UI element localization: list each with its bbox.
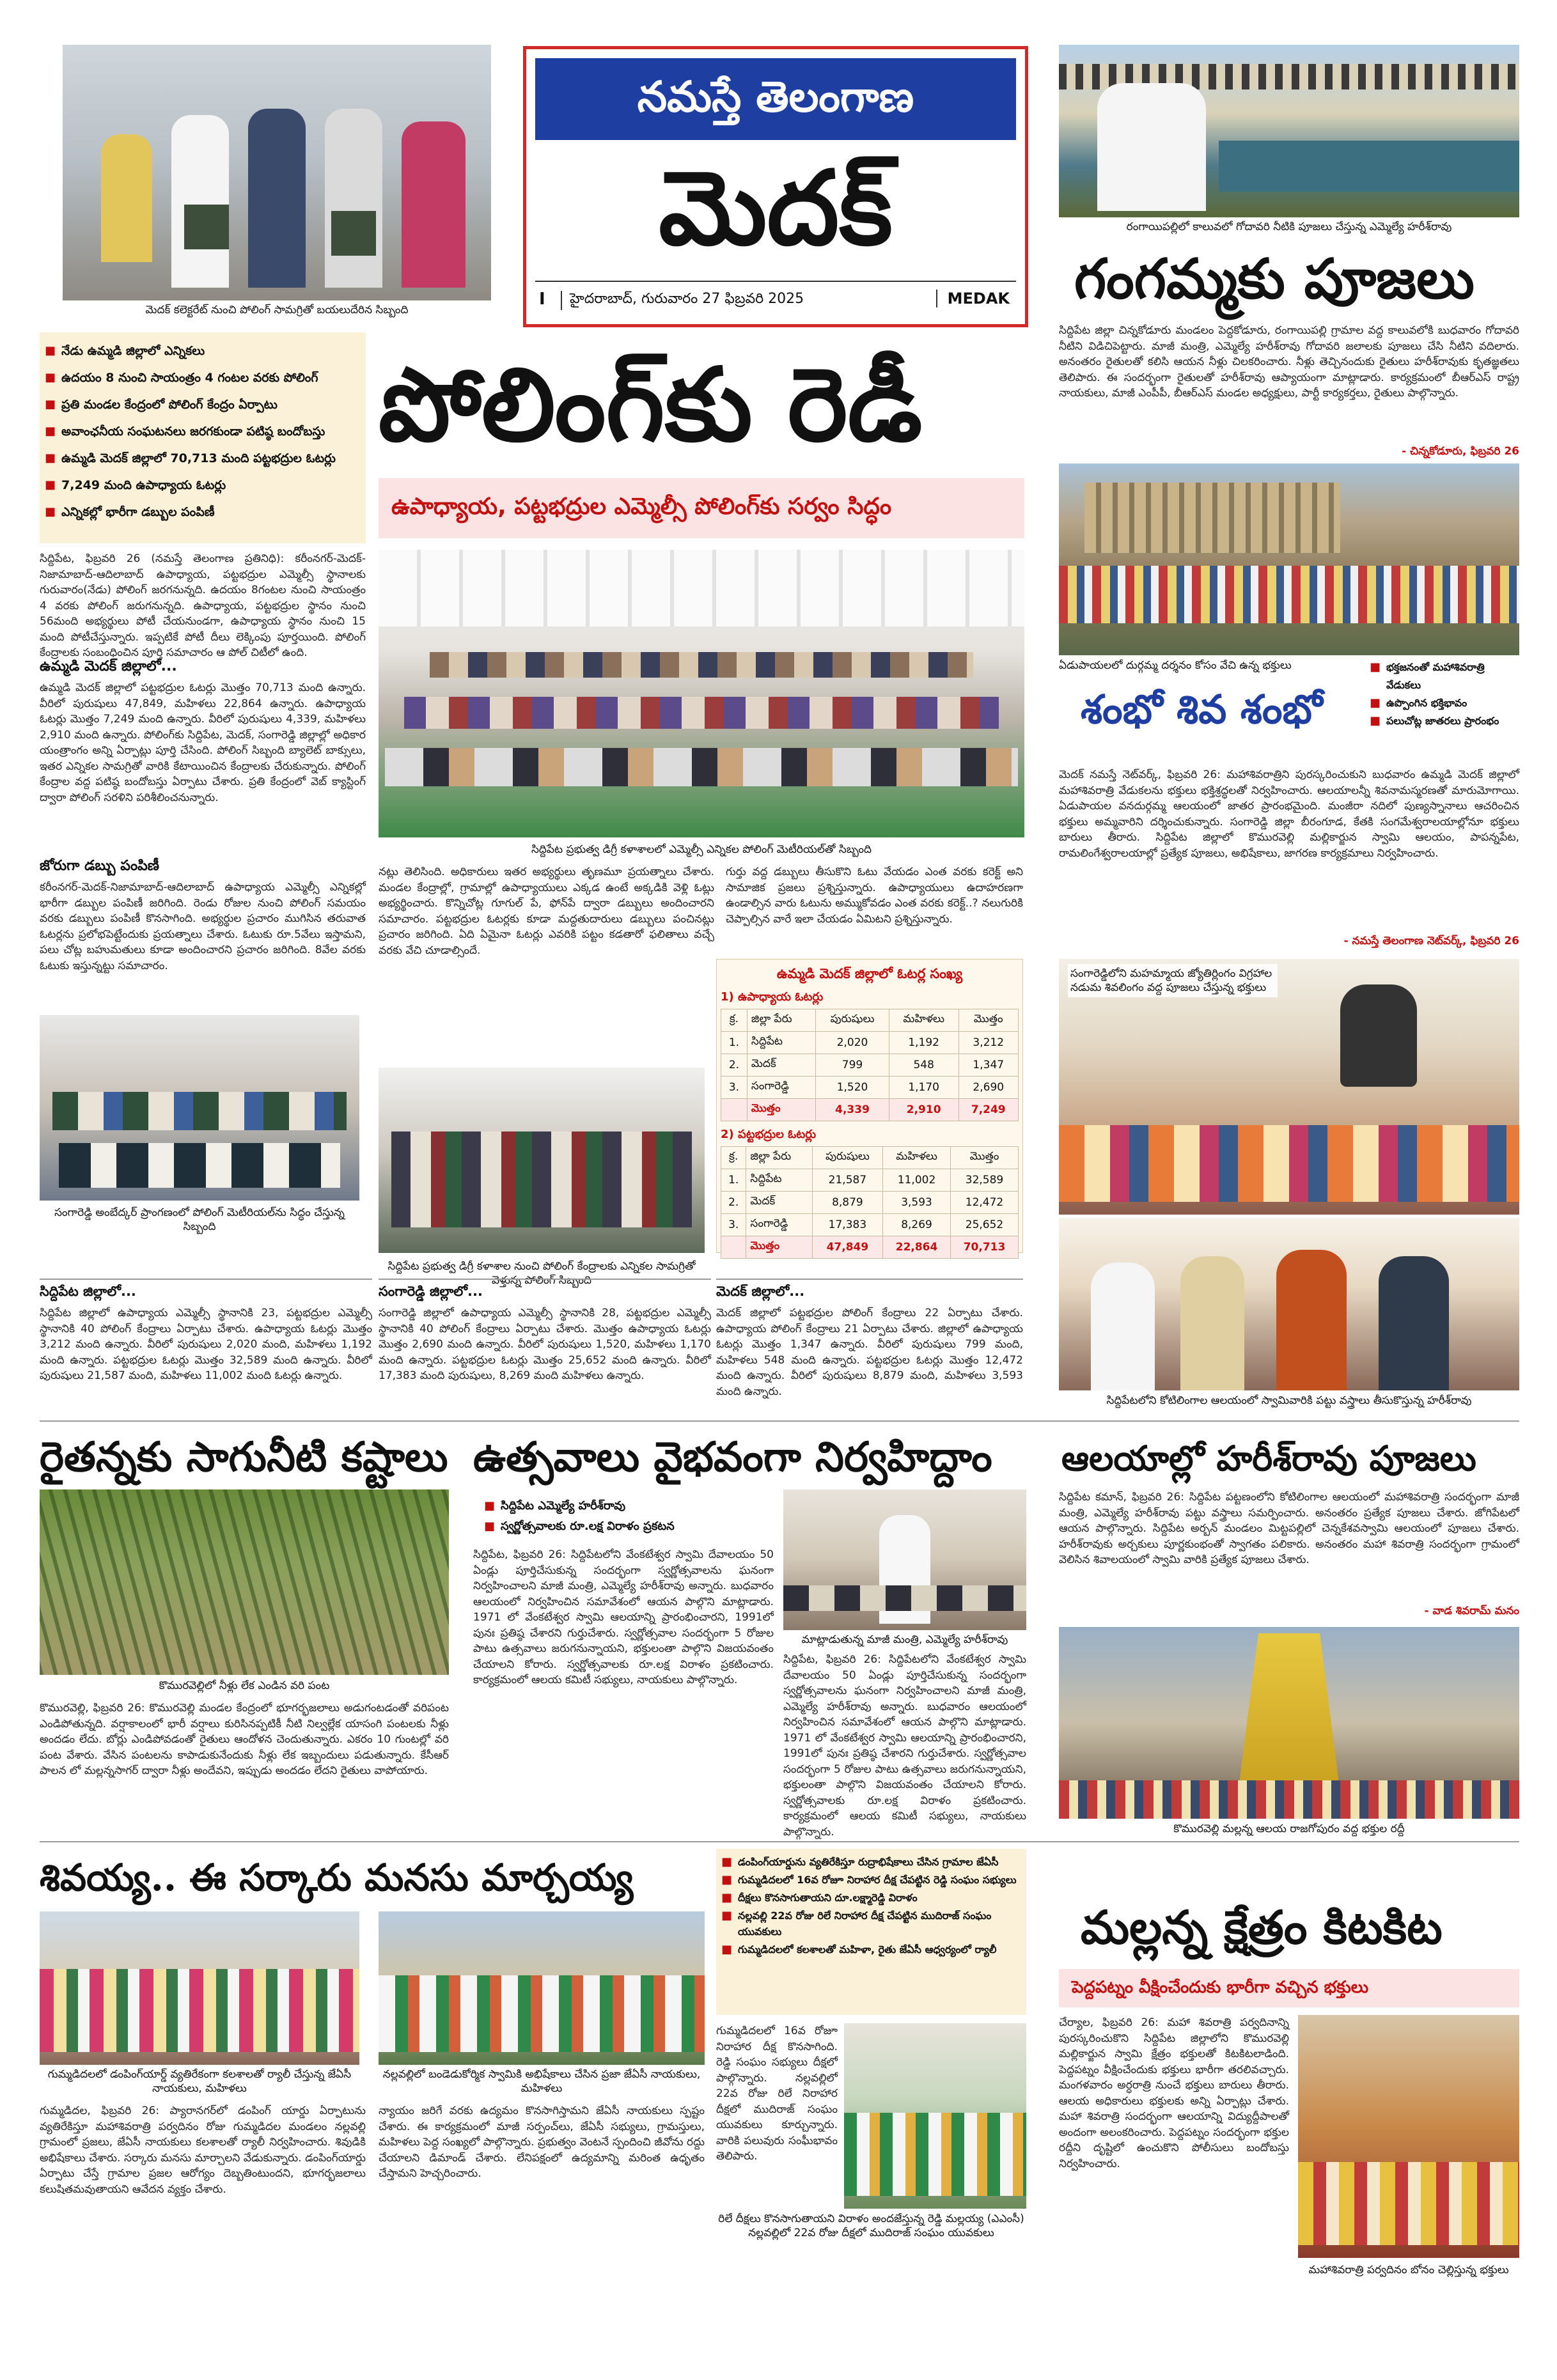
section-title: జోరుగా డబ్బు పంపిణీ: [40, 858, 159, 874]
photo-komuravelli-gopuram: [1059, 1627, 1519, 1819]
page-number: I: [539, 290, 545, 309]
shambho-point: ■ భక్తజనంతో మహాశివరాత్రి వేడుకలు: [1368, 658, 1519, 694]
district-body: సిద్దిపేట జిల్లాలో ఉపాధ్యాయ ఎమ్మెల్సీ స్థానానికి 23, పట్టభద్రుల ఎమ్మెల్సీ స్థానానికి 40 పోలింగ్ కేంద్రాలు ఏర్పాటు చేశారు. ఉపాధ్యాయ ఓటర్లు మొత్తం 3,212 మంది ఉన్నారు. వీరిలో పురుషులు 2,020 మంది, మహిళలు 1,192 మంది ఉన్నారు. పట్టభద్రుల ఓటర్లు మొత్తం 32,589 మంది ఉన్నారు. వీరిలో పురుషులు 21,587 మంది, మహిళలు 11,002 మంది ఓటర్లు ఉన్నారు.: [40, 1307, 372, 1382]
farmer-headline: రైతన్నకు సాగునీటి కష్టాలు: [40, 1433, 448, 1481]
graduate-voters-label: 2) పట్టభద్రుల ఓటర్లు: [721, 1128, 817, 1141]
festival-body-continued: సిద్దిపేట, ఫిబ్రవరి 26: సిద్దిపేటలోని వేంకటేశ్వర స్వామి దేవాలయం 50 ఏండ్లు పూర్తిచేసుకున్న సందర్భంగా స్వర్ణోత్సవాలను ఘనంగా నిర్వహించాలని మాజీ మంత్రి, ఎమ్మెల్యే హరీశ్‌రావు అన్నారు. బుధవారం ఆలయంలో నిర్వహించిన సమావేశంలో ఆయన పాల్గొని మాట్లాడారు. 1971 లో వేంకటేశ్వర స్వామి ఆలయాన్ని ప్రారంభించారని, 1991లో పునః ప్రతిష్ఠ చేశారని గుర్తుచేశారు. స్వర్ణోత్సవాల సందర్భంగా 5 రోజుల పాటు ఉత్సవాలు జరుగనున్నాయని, భక్తులంతా పాల్గొని విజయవంతం చేయాలని కోరారు. స్వర్ణోత్సవాలకు రూ.లక్ష విరాళం ప్రకటించారు. కార్యక్రమంలో ఆలయ కమిటీ సభ్యులు, నాయకులు పాల్గొన్నారు.: [783, 1653, 1026, 1839]
table-header: జిల్లా పేరు: [747, 1009, 815, 1032]
masthead: [523, 46, 1028, 327]
lead-subhead-box: [379, 478, 1024, 538]
cell: 17,383: [812, 1214, 882, 1236]
photo-caption: ఏడుపాయలలో దుర్గమ్మ దర్శనం కోసం వేచి ఉన్న భక్తులు: [1059, 659, 1292, 672]
festival-points-list: [483, 1496, 790, 1537]
table-row: [721, 1169, 1019, 1192]
table-header: పురుషులు: [816, 1009, 889, 1032]
lead-subhead: ఉపాధ్యాయ, పట్టభద్రుల ఎమ్మెల్సీ పోలింగ్‌కు సర్వం సిద్ధం: [391, 494, 892, 520]
cell: 8,269: [883, 1214, 951, 1236]
cell: 2.: [721, 1192, 746, 1214]
key-points-list: [43, 338, 362, 525]
shiva-point: ■ నల్లవల్లి 22వ రోజు రిలే నిరాహార దీక్ష చేపట్టిన ముదిరాజ్ సంఘం యువకులు: [720, 1908, 1022, 1940]
district-box-medak: [716, 1279, 1023, 1419]
table-row: [721, 1192, 1019, 1214]
ganga-body: సిద్దిపేట జిల్లా చిన్నకోడూరు మండలం పెద్దకోడూరు, రంగాయిపల్లి గ్రామాల వద్ద కాలువలోకి బుధవారం గోదావరి నీటిని విడిచిపెట్టారు. మాజీ మంత్రి, ఎమ్మెల్యే హరీశ్‌రావు గోదావరి జలాలకు పూజలు చేసి నీటిని వదిలారు. అనంతరం రైతులతో కలిసి ఆయన నీళ్లు చిలకరించారు. నీళ్లు తెచ్చినందుకు రైతులు హరీశ్‌రావుకు కృతజ్ఞతలు తెలిపారు. ఈ సందర్భంగా రైతులతో హరీశ్‌రావు ఆప్యాయంగా మాట్లాడారు. కార్యక్రమంలో బీఆర్ఎస్ రాష్ట్ర నాయకులు, మాజీ ఎంపీపీ, బీఆర్ఎస్ మండల అధ్యక్షులు, పార్టీ కార్యకర్తలు, రైతులు పాల్గొన్నారు.: [1059, 324, 1519, 400]
table-header: మహిళలు: [883, 1147, 951, 1169]
shiva-point: ■ డంపింగ్‌యార్డును వ్యతిరేకిస్తూ రుద్రాభిషేకాలు చేసిన గ్రామాల జేఏసీ: [720, 1854, 1022, 1870]
teacher-voters-table: [721, 1009, 1019, 1121]
cell: [721, 1099, 747, 1121]
ganga-headline: గంగమ్మకు పూజలు: [1074, 247, 1475, 311]
mallanna-headline: మల్లన్న క్షేత్రం కిటకిట: [1081, 1900, 1443, 1954]
photo-sangareddy-shivalingam: [1059, 959, 1519, 1215]
district-title: మెదక్ జిల్లాలో...: [716, 1284, 805, 1299]
lead-body-intro: సిద్దిపేట, ఫిబ్రవరి 26 (నమస్తే తెలంగాణ ప్రతినిధి): కరీంనగర్-మెదక్-నిజామాబాద్-ఆదిలాబాద్ ఉపాధ్యాయ, పట్టభద్రుల ఎమ్మెల్సీ స్థానాలకు గురువారం(నేడు) పోలింగ్ జరగనున్నది. ఉదయం 8గంటల నుంచి సాయంత్రం 4 వరకు పోలింగ్ జరుగనున్నది. ఉపాధ్యాయ, పట్టభద్రుల స్థానం నుంచి 56మంది అభ్యర్థులు పోటీ చేయనుండగా, ఉపాధ్యాయ స్థానం నుంచి 15 మంది పోటీచేస్తున్నారు. ఇప్పటికే పోటీ దీలు లెక్కింపు పూర్తయింది. పోలింగ్ కేంద్రాలకు సంబంధించిన పూర్తి సమాచారం ఆ పోల్ చిటీలో ఉంది.: [40, 552, 366, 659]
shambho-point: ■ ఉప్పొంగిన భక్తిభావం: [1368, 694, 1519, 712]
photo-caption: మెదక్ కలెక్టరేట్ నుంచి పోలింగ్ సామగ్రితో బయలుదేరిన సిబ్బంది: [145, 304, 409, 316]
district-title: సంగారెడ్డి జిల్లాలో...: [379, 1284, 483, 1299]
photo-caption: సంగారెడ్డిలోని మహమ్మాయ జ్యోతిర్లింగం విగ్రహాల నడుమ శివలింగం వద్ద పూజలు చేస్తున్న భక్తులు: [1068, 964, 1278, 997]
cell: మొత్తం: [747, 1099, 815, 1121]
brand-name: నమస్తే తెలంగాణ: [637, 72, 914, 121]
farmer-body: కొమురవెల్లి, ఫిబ్రవరి 26: కొమురవెల్లి మండల కేంద్రంలో భూగర్భజలాలు అడుగంటడంతో వరిపంట ఎండిపోతున్నది. వర్షాకాలంలో భారీ వర్షాలు కురిసినప్పటికీ నీటి నిల్వల్లేక యాసంగి పంటలకు నీళ్లు అందడం లేదు. బోర్లు ఎండిపోవడంతో రైతులు ఆందోళన చెందుతున్నారు. ఎకరం 10 గుంటల్లో వరి పంట వేశారు. వేసిన పంటలను కాపాడుకునేందుకు నీళ్లు లేక ఇబ్బందులు పడుతున్నారు. కేసీఆర్ పాలన లో మల్లన్నసాగర్ ద్వారా నీళ్లు అందేవని, ఇప్పుడు అందడం లేదని రైతులు వాపోయారు.: [40, 1702, 449, 1777]
cell: 4,339: [816, 1099, 889, 1121]
graduate-voters-table: [721, 1146, 1019, 1259]
teacher-voters-label: 1) ఉపాధ్యాయ ఓటర్లు: [721, 990, 824, 1004]
lead-body-continued: గుర్తు వద్ద డబ్బులు తీసుకొని ఓటు వేయడం ఎంత వరకు కరెక్ట్ అని సామాజిక ప్రజలు ప్రశ్నిస్తున్నారు. ఉపాధ్యాయులు ఉదాహరణగా ఉండాల్సిన వారు ఓటును అమ్ముకోవడం ఎంత వరకు కరెక్ట్..? నలుగురికి చెప్పాల్సిన వారే ఇలా చేయడం ఏమిటని ప్రశ్నిస్తున్నారు.: [726, 866, 1023, 926]
key-point: ■ 7,249 మంది ఉపాధ్యాయ ఓటర్లు: [43, 472, 362, 499]
photo-caption: సంగారెడ్డి అంబేద్కర్ ప్రాంగణంలో పోలింగ్ మెటీరియల్‌ను సిద్ధం చేస్తున్న సిబ్బంది: [54, 1206, 345, 1233]
cell: 12,472: [951, 1192, 1019, 1214]
shambho-points: [1368, 658, 1519, 730]
cell: మెదక్: [746, 1192, 812, 1214]
key-point: ■ ప్రతి మండల కేంద్రంలో పోలింగ్ కేంద్రం ఏర్పాటు: [43, 391, 362, 418]
cell: 1.: [721, 1032, 747, 1054]
cell: 548: [889, 1054, 958, 1077]
shiva-body: గుమ్మడిదల, ఫిబ్రవరి 26: ప్యారానగర్‌లో డంపింగ్‌ యార్డు ఏర్పాటును వ్యతిరేకిస్తూ మహాశివరాత్రి పర్వదినం రోజు గుమ్మడిదల మండలం నల్లవల్లి గ్రామంలో ప్రజలు, జేఏసీ నాయకులు కలశాలతో ర్యాలీ నిర్వహించారు. శివుడికి అభిషేకాలు చేశారు. సర్కారు మనసు మార్చాలని వేడుకున్నారు. డంపింగ్‌యార్డు ఏర్పాటు చేస్తే గ్రామాల ప్రజల ఆరోగ్యం దెబ్బతింటుందని, భూగర్భజలాలు కలుషితమవుతాయని ఆవేదన వ్యక్తం చేశారు.: [40, 2104, 366, 2196]
photo-harish-canal-pooja: [1059, 45, 1519, 217]
district-body: మెదక్ జిల్లాలో పట్టభద్రుల పోలింగ్ కేంద్రాలు 22 ఏర్పాటు చేశారు. ఉపాధ్యాయ పోలింగ్ కేంద్రాలు 21 ఏర్పాటు చేశారు. జిల్లాలో ఉపాధ్యాయ ఓటర్లు మొత్తం 1,347 ఉన్నారు. వీరిలో పురుషులు 799 మంది, మహిళలు 548 మంది ఉన్నారు. పట్టభద్రుల ఓటర్లు మొత్తం 12,472 మంది ఉన్నారు. వీరిలో పురుషులు 8,879 మంది, మహిళలు 3,593 మంది ఉన్నారు.: [716, 1307, 1023, 1398]
shiva-point: ■ గుమ్మడిదలలో 16వ రోజూ నిరాహార దీక్ష చేపట్టిన రెడ్డి సంఘం సభ్యులు: [720, 1872, 1022, 1888]
festival-point: ■ సిద్దిపేట ఎమ్మెల్యే హరీశ్‌రావు: [483, 1496, 790, 1516]
festival-points: [483, 1496, 790, 1537]
voter-table-box: [716, 959, 1023, 1253]
table-row: [721, 1214, 1019, 1236]
district-box-sangareddy: [379, 1279, 711, 1419]
table-header: మొత్తం: [958, 1009, 1019, 1032]
photo-relay-hunger-strike: [844, 2023, 1026, 2209]
key-point: ■ ఎన్నికల్లో భారీగా డబ్బుల పంపిణీ: [43, 499, 362, 525]
shambho-credit: - నమస్తే తెలంగాణ నెట్‌వర్క్, ఫిబ్రవరి 26: [1343, 935, 1519, 947]
cell: 32,589: [951, 1169, 1019, 1192]
shiva-body-side: గుమ్మడిదలలో 16వ రోజూ నిరాహార దీక్ష కొనసాగింది. రెడ్డి సంఘం సభ్యులు దీక్షలో పాల్గొన్నారు. నల్లవల్లిలో 22వ రోజు రిలే నిరాహార దీక్షలో ముదిరాజ్ సంఘం యువకులు కూర్చున్నారు. వారికి పలువురు సంఘీభావం తెలిపారు.: [716, 2025, 838, 2163]
cell: 22,864: [883, 1236, 951, 1259]
cell: 7,249: [958, 1099, 1019, 1121]
festival-headline: ఉత్సవాలు వైభవంగా నిర్వహిద్దాం: [473, 1433, 992, 1481]
photo-gummadidala-rally: [40, 1911, 359, 2065]
harish-temple-body: సిద్దిపేట కమాన్, ఫిబ్రవరి 26: సిద్దిపేట పట్టణంలోని కోటిలింగాల ఆలయంలో మహాశివరాత్రి సందర్భంగా మాజీ మంత్రి, ఎమ్మెల్యే హరీశ్‌రావు పట్టు వస్త్రాలు సమర్పించారు. అనంతరం ప్రత్యేక పూజలు చేశారు. జోగిపేటలో ఆయన పాల్గొన్నారు. సిద్దిపేట అర్బన్ మండలం మిట్టపల్లిలో చెన్నకేశవస్వామి ఆలయంలో పూజలు చేశారు. హరీశ్‌రావుకు అర్చకులు పూర్ణకుంభంతో స్వాగతం పలికారు. అనంతరం మహా శివరాత్రి సందర్భంగా గ్రామంలో వెలిసిన శివాలయంలో స్వామి వారికి ప్రత్యేక పూజలు చేశారు.: [1059, 1491, 1519, 1566]
photo-sangareddy-polling-material: [40, 1015, 359, 1201]
voter-table-title: ఉమ్మడి మెదక్ జిల్లాలో ఓటర్ల సంఖ్య: [776, 966, 963, 981]
photo-caption: గుమ్మడిదలలో డంపింగ్‌యార్డ్‌ వ్యతిరేకంగా కలశాలతో ర్యాలీ చేస్తున్న జేఏసీ నాయకులు, మహిళలు: [47, 2068, 352, 2095]
cell: [721, 1236, 746, 1259]
cell: 3,212: [958, 1032, 1019, 1054]
table-header: మొత్తం: [951, 1147, 1019, 1169]
mallanna-subhead-box: [1059, 1969, 1519, 2007]
mallanna-body: చేర్యాల, ఫిబ్రవరి 26: మహా శివరాత్రి పర్వదినాన్ని పురస్కరించుకొని సిద్దిపేట జిల్లాలోని కొమురవెల్లి మల్లికార్జున స్వామి క్షేత్రం భక్తులతో కిటకిటలాడింది. పెద్దపట్నం వీక్షించేందుకు భక్తులు భారీగా తరలివచ్చారు. మంగళవారం అర్ధరాత్రి నుంచే భక్తులు బారులు తీరారు. ఆలయ అధికారులు భక్తులకు అన్ని ఏర్పాట్లు చేశారు. మహా శివరాత్రి సందర్భంగా ఆలయాన్ని విద్యుద్దీపాలతో అందంగా అలంకరించారు. పెద్దపట్నం సందర్భంగా భక్తుల రద్దీని దృష్టిలో ఉంచుకొని పోలీసులు బందోబస్తు నిర్వహించారు.: [1059, 2016, 1289, 2170]
table-total-row: [721, 1236, 1019, 1259]
cell: 1,170: [889, 1077, 958, 1099]
cell: సంగారెడ్డి: [747, 1077, 815, 1099]
table-row: [721, 1032, 1019, 1054]
cell: 2,690: [958, 1077, 1019, 1099]
photo-dried-paddy: [40, 1489, 449, 1675]
cell: 1,520: [816, 1077, 889, 1099]
table-row: [721, 1077, 1019, 1099]
cell: 47,849: [812, 1236, 882, 1259]
shambho-body: మెదక్ నమస్తే నెట్‌వర్క్, ఫిబ్రవరి 26: మహాశివరాత్రిని పురస్కరించుకుని బుధవారం ఉమ్మడి మెదక్ జిల్లాలో మహాశివరాత్రి వేడుకలను భక్తులు భక్తిశ్రద్ధలతో నిర్వహించారు. ఆలయాలన్నీ శివనామస్మరణతో మారుమోగాయి. ఏడుపాయల వనదుర్గమ్మ ఆలయంలో జాతర ప్రారంభమైంది. మంజీరా నదిలో పుణ్యస్నానాలు ఆచరించిన భక్తులు అమ్మవారిని దర్శించుకున్నారు. సంగారెడ్డి జిల్లా బీరంగూడ, కేతకి సంగమేశ్వరాలయాల్లోనూ భక్తులు బారులు తీరారు. సిద్దిపేట జిల్లాలో కొమురవెల్లి మల్లికార్జున స్వామి ఆలయం, పాపన్నపేట, రామలింగేశ్వరాలయాల్లో ప్రత్యేక పూజలు, అభిషేకాలు, జాగరణ కార్యక్రమాలు నిర్వహించారు.: [1059, 768, 1519, 860]
photo-caption: సిద్దిపేటలోని కోటిలింగాల ఆలయంలో స్వామివారికి పట్టు వస్త్రాలు తీసుకొస్తున్న హరీశ్‌రావు: [1106, 1394, 1472, 1407]
photo-caption: రిలే దీక్షలు కొనసాగుతాయని విరాళం అందజేస్తున్న రెడ్డి మల్లయ్య (ఎఎంసీ) నల్లవల్లిలో 22వ రోజు దీక్షలో ముదిరాజ్ సంఘం యువకులు: [718, 2213, 1024, 2239]
cell: 2,020: [816, 1032, 889, 1054]
shiva-headline: శివయ్య.. ఈ సర్కారు మనసు మార్చయ్య: [40, 1856, 634, 1899]
cell: మెదక్: [747, 1054, 815, 1077]
key-point: ■ అవాంఛనీయ సంఘటనలు జరగకుండా పటిష్ఠ బందోబస్తు: [43, 418, 362, 445]
photo-caption: మహాశివరాత్రి పర్వదినం బోనం చెల్లిస్తున్న భక్తులు: [1308, 2264, 1509, 2276]
cell: 2.: [721, 1054, 747, 1077]
shiva-point: ■ దీక్షలు కొనసాగుతాయని దూ.లక్ష్మారెడ్డి విరాళం: [720, 1890, 1022, 1906]
photo-caption: నల్లవల్లిలో బండెడుకోర్మిక స్వామికి అభిషేకాలు చేసిన ప్రజా జేఏసీ నాయకులు, మహిళలు: [382, 2068, 701, 2095]
cell: 21,587: [812, 1169, 882, 1192]
shambho-headline: శంభో శివ శంభో: [1081, 686, 1323, 733]
ganga-credit: - చిన్నకోడూరు, ఫిబ్రవరి 26: [1402, 445, 1519, 458]
dateline-bar: [535, 281, 1016, 318]
cell: 1,192: [889, 1032, 958, 1054]
table-header: క్ర.: [721, 1147, 746, 1169]
table-header: మహిళలు: [889, 1009, 958, 1032]
key-point: ■ ఉదయం 8 నుంచి సాయంత్రం 4 గంటల వరకు పోలింగ్: [43, 364, 362, 391]
photo-caption: రంగాయిపల్లిలో కాలువలో గోదావరి నీటికి పూజలు చేస్తున్న ఎమ్మెల్యే హరీశ్‌రావు: [1126, 221, 1452, 233]
photo-polling-material-distribution: [379, 550, 1024, 837]
section-divider: [40, 1420, 1519, 1422]
cell: సిద్దిపేట: [747, 1032, 815, 1054]
photo-caption: సిద్దిపేట ప్రభుత్వ డిగ్రీ కళాశాల నుంచి పోలింగ్ కేంద్రాలకు ఎన్నికల సామగ్రితో వెళ్తున్న పోలింగ్ సిబ్బంది: [387, 1260, 696, 1287]
cell: 70,713: [951, 1236, 1019, 1259]
shambho-point: ■ పలుచోట్ల జాతరలు ప్రారంభం: [1368, 712, 1519, 730]
photo-caption: కొమురవెల్లిలో నీళ్లు లేక ఎండిన వరి పంట: [159, 1679, 330, 1692]
photo-harish-kotilingala-temple: [1059, 1218, 1519, 1390]
section-title: ఉమ్మడి మెదక్ జిల్లాలో...: [40, 658, 177, 674]
district-box-siddipet: [40, 1279, 372, 1419]
dateline: హైదరాబాద్, గురువారం 27 ఫిబ్రవరి 2025: [561, 291, 804, 310]
festival-point: ■ స్వర్ణోత్సవాలకు రూ.లక్ష విరాళం ప్రకటన: [483, 1516, 790, 1537]
lead-body-money: కరీంనగర్-మెదక్-నిజామాబాద్-ఆదిలాబాద్ ఉపాధ్యాయ ఎమ్మెల్సీ ఎన్నికల్లో భారీగా డబ్బుల పంపిణీ జరిగింది. రెండు రోజుల నుంచి పోలింగ్ సమయం వరకు డబ్బులు పంపిణీ కొనసాగింది. అభ్యర్థుల ప్రచారం ముగిసిన తరువాత ఓటర్లను ప్రలోభపెట్టేందుకు ప్రయత్నాలు చేశారు. ఓటుకు రూ.5వేలు ఇస్తామని, పలు చోట్ల బహుమతులు కూడా అందించారని ప్రచారం జరిగింది. 8వేల వరకు ఓటుకు ఇస్తున్నట్టు సమాచారం.: [40, 881, 366, 972]
photo-caption: సిద్దిపేట ప్రభుత్వ డిగ్రీ కళాశాలలో ఎమ్మెల్సీ ఎన్నికల పోలింగ్ మెటీరియల్‌తో సిబ్బంది: [531, 843, 872, 856]
table-header: క్ర.: [721, 1009, 747, 1032]
lead-body-district: ఉమ్మడి మెదక్ జిల్లాలో పట్టభద్రుల ఓటర్లు మొత్తం 70,713 మంది ఉన్నారు. వీరిలో పురుషులు 47,849, మహిళలు 22,864 ఉన్నారు. ఉపాధ్యాయ ఓటర్లు మొత్తం 7,249 మంది ఉన్నారు. వీరిలో పురుషులు 4,339, మహిళలు 2,910 మంది ఉన్నారు. పోలింగ్‌కు సిద్దిపేట, మెదక్, సంగారెడ్డి జిల్లాల్లో అధికార యంత్రాంగం అన్ని ఏర్పాట్లు పూర్తి చేసింది. పోలింగ్ సిబ్బంది బ్యాలెట్ బాక్సులు, ఇతర ఎన్నికల సామగ్రితో వారికి కేటాయించిన కేంద్రాలకు చేరుకున్నారు. పోలింగ్ కేంద్రాల వద్ద పటిష్ఠ బందోబస్తు ఏర్పాటు చేశారు. ప్రతి కేంద్రంలో వెబ్ క్యాస్టింగ్ ద్వారా పోలింగ్ సరళిని పరిశీలించనున్నారు.: [40, 681, 366, 804]
shiva-body-continued: న్యాయం జరిగే వరకు ఉద్యమం కొనసాగిస్తామని జేఏసీ నాయకులు స్పష్టం చేశారు. ఈ కార్యక్రమంలో మాజీ సర్పంచ్‌లు, జేఏసీ సభ్యులు, గ్రామస్తులు, మహిళలు పెద్ద సంఖ్యలో పాల్గొన్నారు. ప్రభుత్వం వెంటనే స్పందించి జీవోను రద్దు చేయాలని డిమాండ్ చేశారు. లేనిపక్షంలో ఉద్యమాన్ని మరింత ఉధృతం చేస్తామని హెచ్చరించారు.: [379, 2104, 705, 2180]
lead-headline: పోలింగ్‌కు రెడీ: [379, 346, 923, 464]
cell: 3.: [721, 1077, 747, 1099]
photo-edupayala-devotees: [1059, 463, 1519, 655]
cell: 11,002: [883, 1169, 951, 1192]
harish-temple-credit: - వాడ శివరామ్ మనం: [1424, 1605, 1519, 1617]
cell: మొత్తం: [746, 1236, 812, 1259]
table-row: [721, 1054, 1019, 1077]
section-divider: [40, 1841, 1519, 1842]
district-title: సిద్దిపేట జిల్లాలో...: [40, 1284, 136, 1299]
cell: 8,879: [812, 1192, 882, 1214]
table-header: పురుషులు: [812, 1147, 882, 1169]
mallanna-subhead: పెద్దపట్నం వీక్షించేందుకు భారీగా వచ్చిన భక్తులు: [1072, 1978, 1369, 1997]
table-header: జిల్లా పేరు: [746, 1147, 812, 1169]
photo-caption: మాట్లాడుతున్న మాజీ మంత్రి, ఎమ్మెల్యే హరీశ్‌రావు: [801, 1633, 1008, 1646]
edition-code: MEDAK: [936, 290, 1010, 307]
cell: 2,910: [889, 1099, 958, 1121]
edition-title: మెదక్: [659, 148, 893, 268]
table-total-row: [721, 1099, 1019, 1121]
festival-body: సిద్దిపేట, ఫిబ్రవరి 26: సిద్దిపేటలోని వేంకటేశ్వర స్వామి దేవాలయం 50 ఏండ్లు పూర్తిచేసుకున్న సందర్భంగా స్వర్ణోత్సవాలను ఘనంగా నిర్వహించాలని మాజీ మంత్రి, ఎమ్మెల్యే హరీశ్‌రావు అన్నారు. బుధవారం ఆలయంలో నిర్వహించిన సమావేశంలో ఆయన పాల్గొని మాట్లాడారు. 1971 లో వేంకటేశ్వర స్వామి ఆలయాన్ని ప్రారంభించారని, 1991లో పునః ప్రతిష్ఠ చేశారని గుర్తుచేశారు. స్వర్ణోత్సవాల సందర్భంగా 5 రోజుల పాటు ఉత్సవాలు జరుగనున్నాయని, భక్తులంతా పాల్గొని విజయవంతం చేయాలని కోరారు. స్వర్ణోత్సవాలకు రూ.లక్ష విరాళం ప్రకటించారు. కార్యక్రమంలో ఆలయ కమిటీ సభ్యులు, నాయకులు పాల్గొన్నారు.: [473, 1548, 774, 1686]
district-body: సంగారెడ్డి జిల్లాలో ఉపాధ్యాయ ఎమ్మెల్సీ స్థానానికి 28, పట్టభద్రుల ఎమ్మెల్సీ స్థానానికి 40 పోలింగ్ కేంద్రాలు ఏర్పాటు చేశారు. మొత్తం ఉపాధ్యాయ ఓటర్లు మొత్తం 2,690 మంది ఉన్నారు. వీరిలో పురుషులు 1,520, మహిళలు 1,170 మంది ఉన్నారు. పట్టభద్రుల ఓటర్లు మొత్తం 25,652 మంది ఉన్నారు. వీరిలో 17,383 మంది పురుషులు, 8,269 మంది మహిళలు ఉన్నారు.: [379, 1307, 711, 1382]
key-points-box: [40, 332, 366, 543]
key-point: ■ నేడు ఉమ్మడి జిల్లాలో ఎన్నికలు: [43, 338, 362, 364]
lead-body-continued: నట్లు తెలిసింది. అధికారులు ఇతర అభ్యర్థులు తృణమూ ప్రయత్నాలు చేశారు. మండల కేంద్రాల్లో, గ్రామాల్లో ఉపాధ్యాయులు ఎక్కడ ఉంటే అక్కడికి వెళ్లి ఓట్లు అభ్యర్థించారు. కొన్నిచోట్ల గూగుల్ పే, ఫోన్‌పే ద్వారా డబ్బులు అందించారని సమాచారం. పట్టభద్రుల ఓటర్లకు కూడా మద్దతుదారులు డబ్బులు పంచినట్లు ప్రచారం జరిగింది. ఏది ఏమైనా ఓటర్లు ఎవరికి పట్టం కడతారో ఫలితాలు వచ్చే వరకు వేచి చూడాల్సిందే.: [379, 866, 714, 957]
cell: సిద్దిపేట: [746, 1169, 812, 1192]
photo-harish-speaking: [783, 1489, 1026, 1630]
harish-temple-headline: ఆలయాల్లో హరీశ్‌రావు పూజలు: [1061, 1438, 1476, 1479]
cell: 1.: [721, 1169, 746, 1192]
shiva-point: ■ గుమ్మడిదలలో కలశాలతో మహిళా, రైతు జేఏసీ ఆధ్వర్యంలో ర్యాలీ: [720, 1941, 1022, 1957]
shambho-points-list: [1368, 658, 1519, 730]
photo-nallavalli-abhishekam: [379, 1911, 705, 2065]
key-point: ■ ఉమ్మడి మెదక్ జిల్లాలో 70,713 మంది పట్టభద్రుల ఓటర్లు: [43, 445, 362, 472]
brand-banner: [535, 58, 1016, 140]
photo-polling-staff-medak: [63, 45, 491, 300]
photo-caption: కొమురవెల్లి మల్లన్న ఆలయ రాజగోపురం వద్ద భక్తుల రద్దీ: [1173, 1823, 1405, 1835]
cell: 1,347: [958, 1054, 1019, 1077]
cell: 3,593: [883, 1192, 951, 1214]
shiva-points-list: [720, 1854, 1022, 1957]
cell: 799: [816, 1054, 889, 1077]
cell: సంగారెడ్డి: [746, 1214, 812, 1236]
cell: 3.: [721, 1214, 746, 1236]
photo-mallanna-bonam: [1298, 2015, 1519, 2258]
photo-siddipet-staff-leaving: [379, 1068, 705, 1253]
cell: 25,652: [951, 1214, 1019, 1236]
shiva-points-box: [716, 1849, 1026, 2015]
